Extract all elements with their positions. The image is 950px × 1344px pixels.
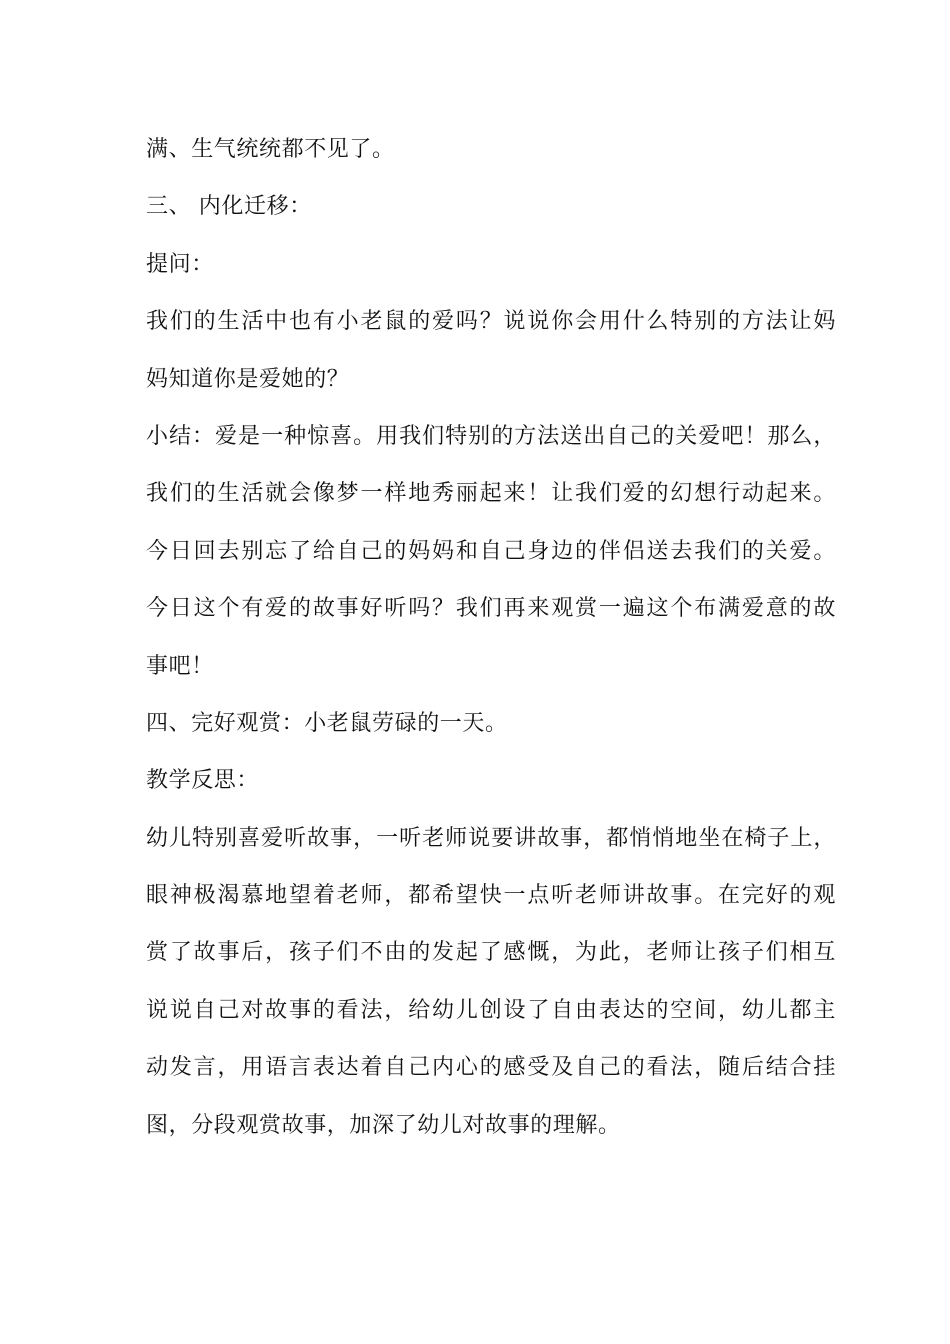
text-line: 眼神极渴慕地望着老师，都希望快一点听老师讲故事。在完好的观 [146,883,836,909]
text-line: 小结：爱是一种惊喜。用我们特别的方法送出自己的关爱吧！那么， [146,423,836,449]
section-heading: 教学反思： [146,768,260,794]
text-line: 动发言，用语言表达着自己内心的感受及自己的看法，随后结合挂 [146,1055,836,1081]
text-line: 今日这个有爱的故事好听吗？我们再来观赏一遍这个布满爱意的故 [146,596,836,622]
section-heading: 四、完好观赏：小老鼠劳碌的一天。 [146,710,508,736]
text-line: 今日回去别忘了给自己的妈妈和自己身边的伴侣送去我们的关爱。 [146,538,836,564]
text-line: 我们的生活中也有小老鼠的爱吗？说说你会用什么特别的方法让妈 [146,309,836,335]
text-line: 说说自己对故事的看法，给幼儿创设了自由表达的空间，幼儿都主 [146,997,836,1023]
document-body [146,136,836,1169]
text-line: 我们的生活就会像梦一样地秀丽起来！让我们爱的幻想行动起来。 [146,481,836,507]
text-line: 幼儿特别喜爱听故事，一听老师说要讲故事，都悄悄地坐在椅子上， [146,825,836,851]
text-line: 图，分段观赏故事，加深了幼儿对故事的理解。 [146,1112,621,1138]
section-heading: 三、 内化迁移： [146,194,312,220]
text-line: 满、生气统统都不见了。 [146,137,395,162]
text-line: 妈知道你是爱她的？ [146,366,350,392]
text-line: 事吧！ [146,653,214,679]
text-line: 赏了故事后，孩子们不由的发起了感慨，为此，老师让孩子们相互 [146,940,836,966]
text-line: 提问： [146,251,214,277]
